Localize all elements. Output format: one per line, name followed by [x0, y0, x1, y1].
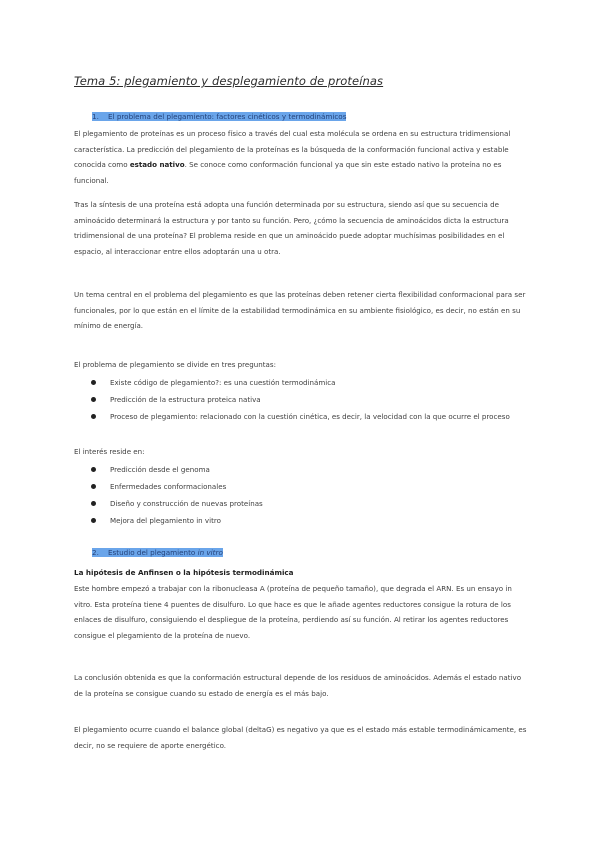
- list-item: Existe código de plegamiento?: es una cuestión termodinámica: [74, 374, 510, 391]
- section-number: 2.: [92, 548, 99, 557]
- paragraph-conclusion: [74, 670, 532, 701]
- list-item: Mejora del plegamiento in vitro: [74, 512, 263, 529]
- section-number: 1.: [92, 112, 108, 121]
- paragraph-anfinsen: [74, 581, 532, 643]
- subheading-anfinsen: La hipótesis de Anfinsen o la hipótesis termodinámica: [74, 568, 294, 577]
- paragraph-text: Tras la síntesis de una proteína está adopta una función determinada por su estructura, siendo así que su secuencia de aminoácido determinará la estructura y por tanto su función. Pero, ¿cómo la secuencia de aminoácidos dicta la estructura tridimensional de una proteína? El problema reside en que un aminoácido puede adoptar muchísimas posibilidades en el espacio, al interaccionar entre ellos adoptarán una u otra.: [74, 200, 509, 256]
- section-heading-2: [92, 548, 223, 557]
- section-label: Estudio del plegamiento: [108, 548, 198, 557]
- page-title: Tema 5: plegamiento y desplegamiento de proteínas: [74, 74, 384, 88]
- section-heading-1: [92, 112, 346, 121]
- paragraph-text: . Se conoce como conformación funcional ya que sin este estado nativo la proteína no es funcional.: [74, 160, 502, 185]
- paragraph-text: Este hombre empezó a trabajar con la ribonucleasa A (proteína de pequeño tamaño), que degrada el ARN. Es un ensayo in vitro. Esta proteína tiene 4 puentes de disulfuro. Lo que hace es que le añade agentes reductores consigue la rotura de los enlaces de disulfuro, consiguiendo el despliegue de la proteína, perdiendo así su función. Al retirar los agentes reductores consigue el plegamiento de la proteína de nuevo.: [74, 584, 512, 640]
- list-item: Proceso de plegamiento: relacionado con la cuestión cinética, es decir, la velocidad con la que ocurre el proceso: [74, 408, 510, 425]
- paragraph-text: Un tema central en el problema del plegamiento es que las proteínas deben retener cierta flexibilidad conformacional para ser funcionales, por lo que están en el límite de la estabilidad termodinámica en su ambiente fisiológico, es decir, no están en su mínimo de energía.: [74, 290, 526, 331]
- interest-list: [74, 461, 263, 529]
- bold-term: estado nativo: [129, 160, 185, 170]
- paragraph-text: La conclusión obtenida es que la conformación estructural depende de los residuos de aminoácidos. Además el estado nativo de la proteína se consigue cuando su estado de energía es el más bajo.: [74, 673, 522, 698]
- paragraph-intro: [74, 126, 532, 188]
- paragraph-deltag: [74, 722, 532, 753]
- list-intro-questions: El problema de plegamiento se divide en tres preguntas:: [74, 360, 276, 369]
- paragraph-text: El plegamiento ocurre cuando el balance global (deltaG) es negativo ya que es el estado más estable termodinámicamente, es decir, no se requiere de aporte energético.: [74, 725, 527, 750]
- section-label: El problema del plegamiento: factores cinéticos y termodinámicos: [108, 112, 347, 121]
- section-label-emphasis: in vitro: [197, 548, 223, 557]
- paragraph-text: El plegamiento de proteínas es un proceso físico a través del cual esta molécula se ordena en su estructura tridimensional característica. La predicción del plegamiento de la proteínas es la búsqueda de la conformación funcional activa y estable conocida como: [74, 129, 511, 170]
- list-item: Predicción desde el genoma: [74, 461, 263, 478]
- questions-list: [74, 374, 510, 425]
- list-item: Predicción de la estructura proteica nativa: [74, 391, 510, 408]
- list-item: Enfermedades conformacionales: [74, 478, 263, 495]
- paragraph-flexibility: [74, 287, 532, 334]
- paragraph-synthesis: [74, 197, 532, 259]
- list-item: Diseño y construcción de nuevas proteínas: [74, 495, 263, 512]
- list-intro-interest: El interés reside en:: [74, 447, 145, 456]
